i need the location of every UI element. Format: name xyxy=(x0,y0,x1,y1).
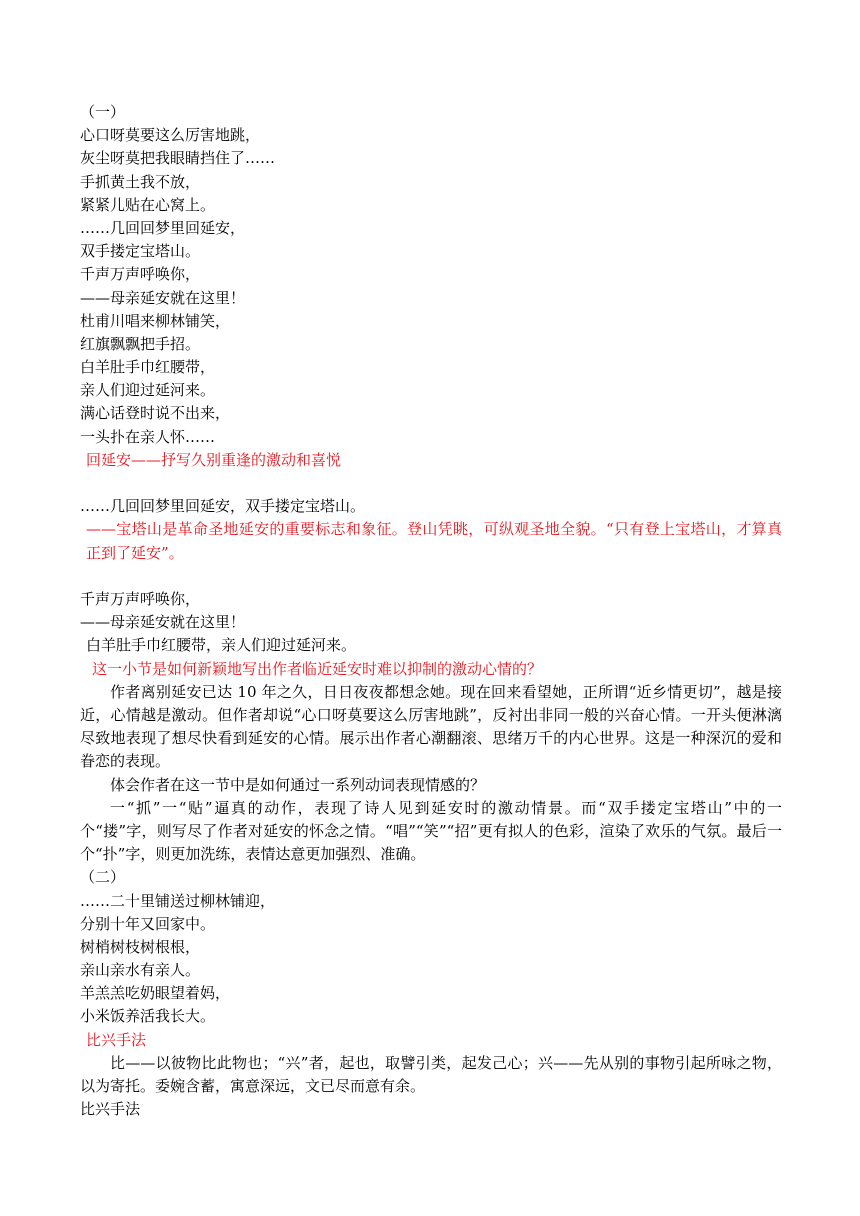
poem-line: 满心话登时说不出来， xyxy=(80,404,231,423)
quote-line: ——母亲延安就在这里！ xyxy=(80,613,246,632)
poem-line: 树梢树枝树根根， xyxy=(80,937,201,956)
quote-line: 千声万声呼唤你， xyxy=(80,589,201,608)
poem-line: 杜甫川唱来柳林铺笑， xyxy=(80,311,231,330)
poem-line: 心口呀莫要这么厉害地跳， xyxy=(80,126,261,145)
poem-line: 紧紧儿贴在心窝上。 xyxy=(80,195,216,214)
section-heading-1: （一） xyxy=(80,103,126,121)
poem-line: 羊羔羔吃奶眼望着妈， xyxy=(80,984,231,1003)
poem-stanza-1 xyxy=(80,124,782,449)
question-paragraph: 体会作者在这一节中是如何通过一系列动词表现情感的？ xyxy=(110,775,486,794)
technique-definition: 比——以彼物比此物也；“兴”者，起也，取譬引类，起发己心；兴——先从别的事物引起所咏之物，以为寄托。委婉含蓄，寓意深远，文已尽而意有余。 xyxy=(80,1053,782,1096)
technique-label: 比兴手法 xyxy=(86,1030,147,1049)
quote-line: ……几回回梦里回延安，双手搂定宝塔山。 xyxy=(80,497,366,516)
poem-line: 小米饭养活我长大。 xyxy=(80,1007,216,1026)
theme-note: 回延安——抒写久别重逢的激动和喜悦 xyxy=(86,450,342,469)
poem-line: 分别十年又回家中。 xyxy=(80,914,216,933)
poem-line: 双手搂定宝塔山。 xyxy=(80,242,201,261)
poem-line: 一头扑在亲人怀…… xyxy=(80,427,216,446)
poem-line: ……二十里铺送过柳林铺迎， xyxy=(80,891,276,910)
poem-stanza-2 xyxy=(80,890,782,1029)
question-heading: 这一小节是如何新颖地写出作者临近延安时难以抑制的激动心情的？ xyxy=(92,659,543,678)
technique-footer: 比兴手法 xyxy=(80,1100,141,1119)
document-page xyxy=(80,101,782,1121)
blank-line xyxy=(80,472,782,495)
poem-line: ……几回回梦里回延安， xyxy=(80,218,246,237)
poem-line: 手抓黄土我不放， xyxy=(80,172,201,191)
poem-line: ——母亲延安就在这里！ xyxy=(80,288,246,307)
answer-paragraph: 一“抓”一“贴”逼真的动作，表现了诗人见到延安时的激动情景。而“双手搂定宝塔山”中的一个“搂”字，则写尽了作者对延安的怀念之情。“唱”“笑”“招”更有拟人的色彩，渲染了欢乐的气氛。最后一个“扑”字，则更加洗练，表情达意更加强烈、准确。 xyxy=(80,798,782,864)
poem-line: 亲人们迎过延河来。 xyxy=(80,381,216,400)
poem-line: 红旗飘飘把手招。 xyxy=(80,334,201,353)
poem-line: 灰尘呀莫把我眼睛挡住了…… xyxy=(80,149,276,168)
quote-line: 白羊肚手巾红腰带，亲人们迎过延河来。 xyxy=(86,636,357,655)
section-heading-2: （二） xyxy=(80,868,126,887)
poem-line: 亲山亲水有亲人。 xyxy=(80,961,201,980)
annotation-note: ——宝塔山是革命圣地延安的重要标志和象征。登山凭眺，可纵观圣地全貌。“只有登上宝塔山，才算真正到了延安”。 xyxy=(86,520,782,562)
poem-line: 千声万声呼唤你， xyxy=(80,265,201,284)
poem-line: 白羊肚手巾红腰带， xyxy=(80,358,216,377)
answer-paragraph: 作者离别延安已达 10 年之久，日日夜夜都想念她。现在回来看望她，正所谓“近乡情更切”，越是接近，心情越是激动。但作者却说“心口呀莫要这么厉害地跳”，反衬出非同一般的兴奋心情。一开头便淋漓尽致地表现了想尽快看到延安的心情。展示出作者心潮翻滚、思绪万千的内心世界。这是一种深沉的爱和眷恋的表现。 xyxy=(80,682,782,771)
blank-line xyxy=(80,565,782,588)
